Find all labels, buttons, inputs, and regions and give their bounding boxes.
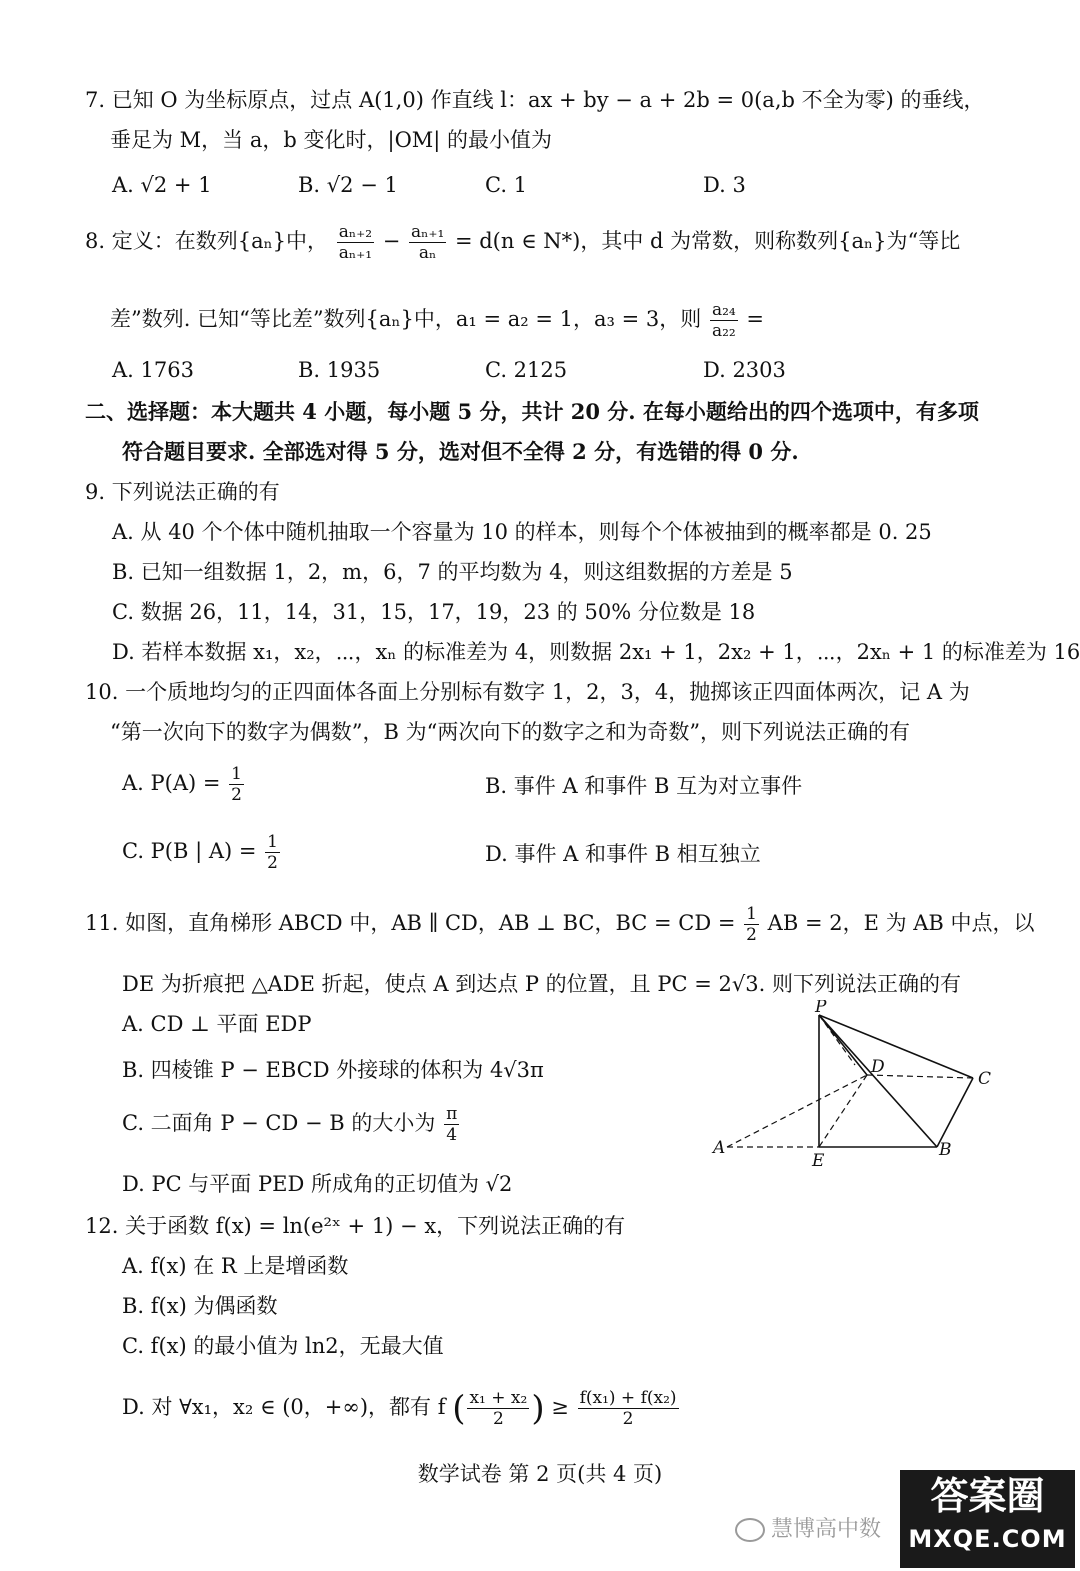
edge-PC: [819, 1015, 973, 1078]
q8-frac1-den: aₙ₊₁: [338, 243, 373, 263]
q12-fraction-1: [467, 1388, 529, 1429]
q12-frac1-den: 2: [492, 1409, 504, 1429]
wechat-account-name: 慧博高中数: [771, 1517, 882, 1542]
q11-option-c: [122, 1104, 461, 1145]
q11-option-c-text: C. 二面角 P − CD − B 的大小为: [122, 1111, 436, 1135]
q8-frac2-den: aₙ: [418, 243, 437, 263]
q8-prefix: 8. 定义：在数列{aₙ}中，: [85, 229, 329, 253]
q10-option-a-text: A. P(A) =: [122, 771, 221, 795]
q11-c-den: 4: [446, 1125, 458, 1145]
q11-fraction: [744, 904, 759, 945]
q10-stem-line2: “第一次向下的数字为偶数”，B 为“两次向下的数字之和为奇数”，则下列说法正确的有: [110, 720, 911, 744]
q11-stem-line1: [85, 904, 1035, 945]
q7-option-a: A. √2 + 1: [112, 173, 212, 197]
q7-option-d: D. 3: [703, 173, 746, 197]
site-logo: [900, 1470, 1075, 1568]
q11-stem-line2: DE 为折痕把 △ADE 折起，使点 A 到达点 P 的位置，且 PC = 2√3. 则下列说法正确的有: [122, 972, 961, 996]
q10-option-c-fraction: [265, 832, 280, 873]
q10-a-den: 2: [231, 785, 242, 805]
q9-option-b: B. 已知一组数据 1，2，m，6，7 的平均数为 4，则这组数据的方差是 5: [112, 560, 793, 584]
q8-line2-suffix: =: [746, 307, 765, 331]
q12-option-a: A. f(x) 在 R 上是增函数: [122, 1254, 349, 1278]
q12-fraction-2: [578, 1388, 679, 1429]
q10-option-a: [122, 764, 246, 805]
edge-BC: [937, 1078, 973, 1147]
q10-option-c: [122, 832, 282, 873]
q8-frac1-num: aₙ₊₂: [338, 222, 373, 242]
label-B: B: [939, 1140, 952, 1160]
section2-heading-line2: 符合题目要求. 全部选对得 5 分，选对但不全得 2 分，有选错的得 0 分.: [122, 439, 799, 464]
q8-line2-prefix: 差”数列. 已知“等比差”数列{aₙ}中，a₁ = a₂ = 1，a₃ = 3，则: [110, 307, 702, 331]
q8-minus: −: [382, 229, 401, 253]
wechat-watermark: [735, 1512, 881, 1543]
q8-option-a: A. 1763: [112, 358, 194, 382]
q8-frac2-num: aₙ₊₁: [411, 222, 445, 242]
q8-stem-line1: [85, 222, 960, 263]
label-D: D: [871, 1057, 885, 1077]
label-C: C: [978, 1069, 992, 1089]
q12-geq: ≥: [551, 1395, 569, 1419]
q10-option-c-text: C. P(B | A) =: [122, 839, 257, 863]
site-url: MXQE.COM: [908, 1525, 1067, 1553]
q12-frac1-num: x₁ + x₂: [469, 1388, 528, 1408]
q11-line1-prefix: 11. 如图，直角梯形 ABCD 中，AB ∥ CD，AB ⊥ BC，BC = CD =: [85, 911, 736, 935]
q12-option-d-text: D. 对 ∀x₁，x₂ ∈ (0，+∞)，都有 f: [122, 1395, 446, 1419]
page-footer: 数学试卷 第 2 页(共 4 页): [417, 1462, 663, 1486]
q10-option-d: D. 事件 A 和事件 B 相互独立: [485, 842, 761, 866]
section2-heading-line1: 二、选择题：本大题共 4 小题，每小题 5 分，共计 20 分. 在每小题给出的四个选项中，有多项: [85, 399, 979, 424]
label-E: E: [812, 1151, 825, 1171]
q12-option-c: C. f(x) 的最小值为 ln2，无最大值: [122, 1334, 444, 1358]
q12-frac2-num: f(x₁) + f(x₂): [579, 1388, 677, 1408]
q11-line1-suffix: AB = 2，E 为 AB 中点，以: [767, 911, 1035, 935]
q8-option-b: B. 1935: [298, 358, 381, 382]
label-A: A: [713, 1138, 726, 1158]
q10-option-a-fraction: [229, 764, 244, 805]
q11-c-num: π: [446, 1104, 458, 1124]
q11-frac-den: 2: [746, 925, 757, 945]
q8-stem-line2: [110, 300, 764, 341]
site-logo-text: 答案圈: [930, 1474, 1045, 1518]
edge-AD-dashed: [727, 1075, 867, 1147]
q8-fraction-3: [710, 300, 738, 341]
q12-option-b: B. f(x) 为偶函数: [122, 1294, 278, 1318]
q9-stem: 9. 下列说法正确的有: [85, 480, 280, 504]
q8-option-d: D. 2303: [703, 358, 786, 382]
q10-option-b: B. 事件 A 和事件 B 互为对立事件: [485, 774, 803, 798]
q11-option-c-fraction: [444, 1104, 459, 1145]
q11-option-a: A. CD ⊥ 平面 EDP: [122, 1012, 312, 1036]
q8-option-c: C. 2125: [485, 358, 568, 382]
q12-frac2-den: 2: [622, 1409, 634, 1429]
q8-fraction-2: [409, 222, 446, 263]
q12-left-paren: (: [452, 1388, 466, 1429]
q7-option-b: B. √2 − 1: [298, 173, 398, 197]
q8-fraction-1: [337, 222, 374, 263]
wechat-icon: [735, 1518, 765, 1542]
q10-c-den: 2: [267, 853, 278, 873]
q10-stem-line1: 10. 一个质地均匀的正四面体各面上分别标有数字 1，2，3，4，抛掷该正四面体两次，记 A 为: [85, 680, 970, 704]
q12-option-d: [122, 1388, 681, 1429]
edge-PB: [819, 1015, 937, 1147]
q10-a-num: 1: [231, 764, 242, 784]
edge-DE-dashed: [819, 1075, 867, 1147]
q7-stem-line2: 垂足为 M，当 a，b 变化时，|OM| 的最小值为: [110, 128, 553, 152]
q12-right-paren: ): [531, 1388, 545, 1429]
q11-frac-num: 1: [746, 904, 757, 924]
q9-option-d: D. 若样本数据 x₁，x₂，⋯，xₙ 的标准差为 4，则数据 2x₁ + 1，2x₂ + 1，⋯，2xₙ + 1 的标准差为 16: [112, 640, 1080, 664]
q11-option-d: D. PC 与平面 PED 所成角的正切值为 √2: [122, 1172, 513, 1196]
q12-stem: 12. 关于函数 f(x) = ln(e²ˣ + 1) − x，下列说法正确的有: [85, 1214, 626, 1238]
q10-c-num: 1: [267, 832, 278, 852]
q11-geometry-figure: [705, 1000, 1005, 1175]
q8-frac3-num: a₂₄: [711, 300, 736, 320]
q7-option-c: C. 1: [485, 173, 528, 197]
q8-suffix: = d(n ∈ N*)，其中 d 为常数，则称数列{aₙ}为“等比: [454, 229, 961, 253]
q7-stem-line1: 7. 已知 O 为坐标原点，过点 A(1,0) 作直线 l：ax + by − a + 2b = 0(a,b 不全为零) 的垂线，: [85, 88, 985, 112]
q8-frac3-den: a₂₂: [711, 321, 736, 341]
q11-option-b: B. 四棱锥 P − EBCD 外接球的体积为 4√3π: [122, 1058, 544, 1082]
label-P: P: [815, 1000, 827, 1017]
q9-option-a: A. 从 40 个个体中随机抽取一个容量为 10 的样本，则每个个体被抽到的概率都是 0. 25: [112, 520, 932, 544]
q9-option-c: C. 数据 26，11，14，31，15，17，19，23 的 50% 分位数是 18: [112, 600, 756, 624]
